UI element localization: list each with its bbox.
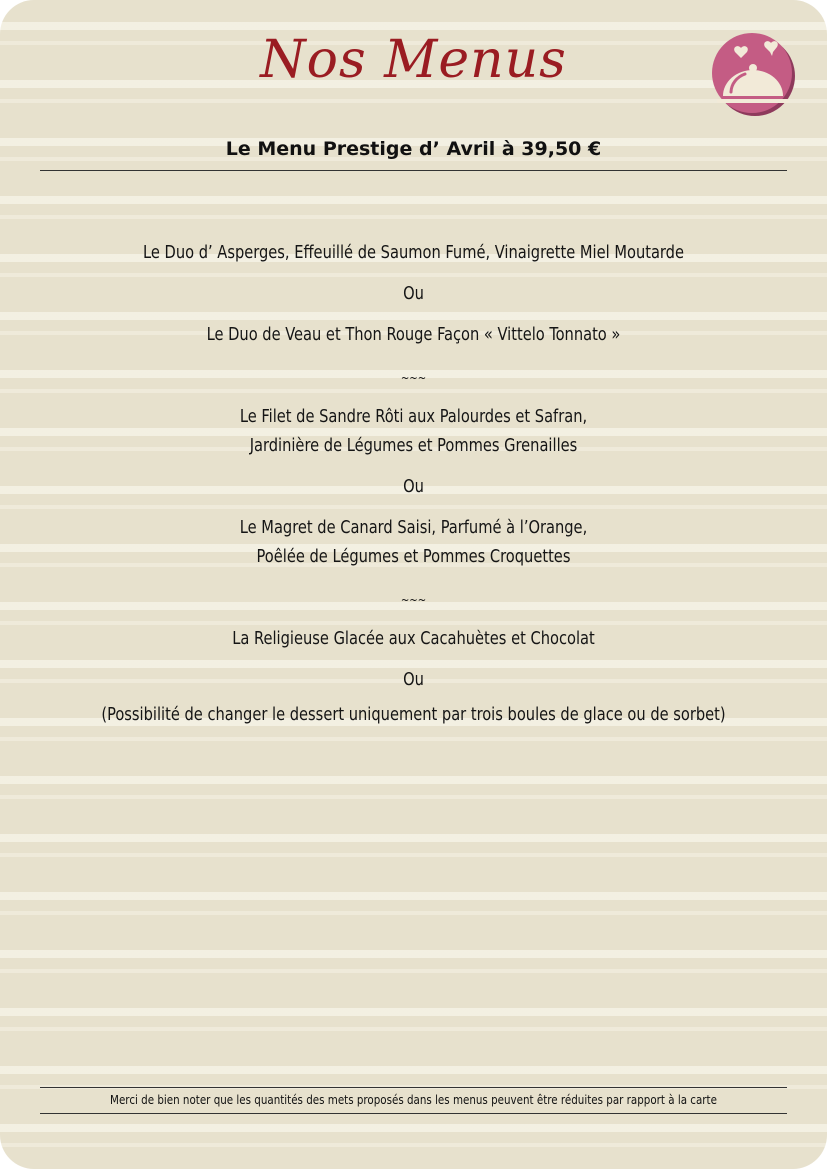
page-title: Nos Menus [260,30,567,90]
or-separator: Ou [403,477,424,497]
main-option-2-line-1: Le Magret de Canard Saisi, Parfumé à l’Orange, [239,518,588,538]
or-separator: Ou [403,284,424,304]
dessert-option-2: (Possibilité de changer le dessert uniquement par trois boules de glace ou de sorbet) [101,705,726,725]
course-separator: ~~~ [400,371,427,385]
course-separator: ~~~ [400,593,427,607]
main-option-1-line-1: Le Filet de Sandre Rôti aux Palourdes et Safran, [239,407,588,427]
cloche-with-hearts-icon [711,32,795,116]
main-option-2-line-2: Poêlée de Légumes et Pommes Croquettes [256,547,571,567]
or-separator: Ou [403,670,424,690]
footer-divider-top [40,1087,787,1088]
starter-option-1: Le Duo d’ Asperges, Effeuillé de Saumon Fumé, Vinaigrette Miel Moutarde [143,243,684,263]
starter-option-2: Le Duo de Veau et Thon Rouge Façon « Vittelo Tonnato » [206,325,621,345]
menu-title: Le Menu Prestige d’ Avril à 39,50 € [225,138,602,160]
main-option-1-line-2: Jardinière de Légumes et Pommes Grenailles [249,436,578,456]
footer-note: Merci de bien noter que les quantités des mets proposés dans les menus peuvent être réduites par rapport à la carte [110,1093,717,1107]
footer-divider-bottom [40,1113,787,1114]
divider [40,170,787,171]
dessert-option-1: La Religieuse Glacée aux Cacahuètes et Chocolat [232,629,595,649]
